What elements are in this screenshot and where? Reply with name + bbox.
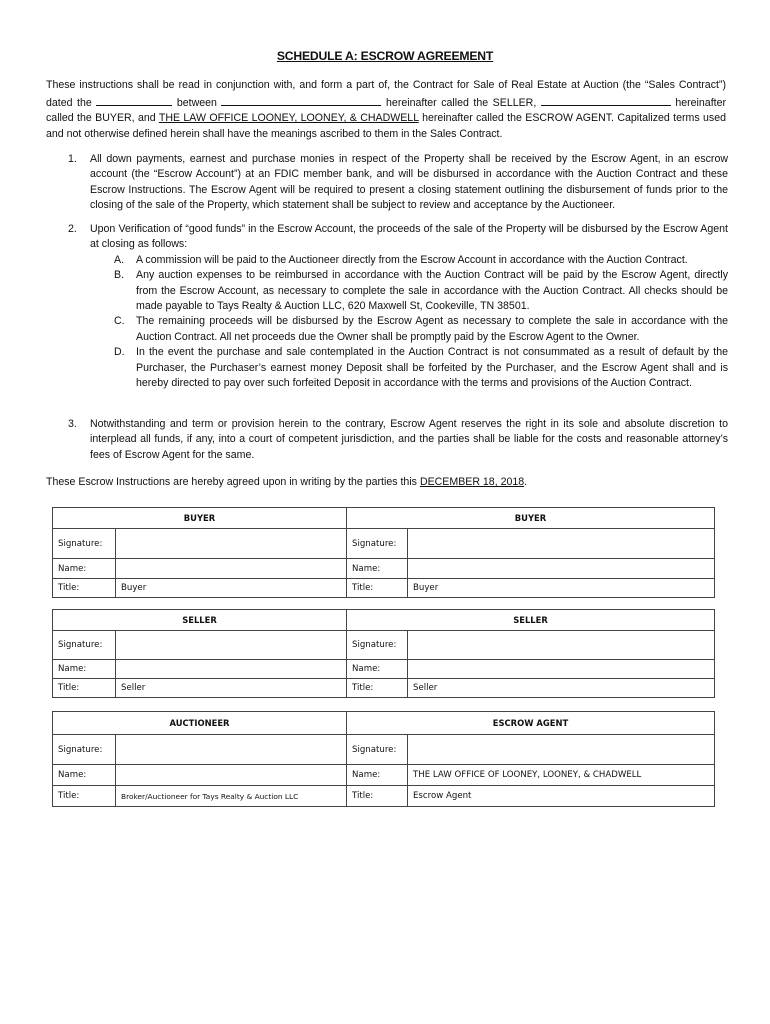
item-text: All down payments, earnest and purchase monies in respect of the Property shall be received by the Escrow Agent, in an escrow account (the “Escrow Account”) at an FDIC member bank, and will be disbursed in accordance with the Auction Contract and these Escrow Instructions. The Escrow Agent will be required to present a closing statement outlining the disbursement of funds prior to the closing of the sale of the Property, which statement shall be subject to review and acceptance by the Auctioneer. — [90, 153, 728, 212]
table-header-left: BUYER — [53, 508, 347, 529]
closing-statement — [46, 475, 728, 490]
buyer-blank-field[interactable] — [541, 94, 671, 106]
item-number: 1. — [68, 153, 77, 165]
intro-paragraph — [46, 78, 726, 142]
name-label: Name: — [347, 660, 408, 679]
signature-label: Signature: — [53, 529, 116, 559]
title-label: Title: — [53, 786, 116, 807]
intro-text-4: hereinafter called the BUYER, and — [46, 96, 727, 125]
escrow-agent-title-field[interactable]: Escrow Agent — [408, 786, 715, 807]
signature-label: Signature: — [347, 529, 408, 559]
table-header-right: ESCROW AGENT — [347, 712, 715, 735]
intro-text-3: hereinafter called the SELLER, — [386, 96, 537, 109]
title-label: Title: — [347, 786, 408, 807]
seller-name-field[interactable] — [116, 660, 347, 679]
buyer2-name-field[interactable] — [408, 559, 715, 579]
sub-item-letter: D. — [114, 346, 125, 359]
sub-item-text: In the event the purchase and sale contemplated in the Auction Contract is not consummated as a result of default by the Purchaser, the Purchaser’s earnest money Deposit shall be forfeited by the Purchaser, and the Escrow Agent shall and is hereby directed to pay over such forfeited Deposit in accordance with the terms and provisions of the Auction Contract. — [136, 346, 728, 390]
sub-item-text: A commission will be paid to the Auctioneer directly from the Escrow Account in accordance with the Auction Contract. — [136, 253, 688, 266]
intro-text-5: hereinafter called the ESCROW AGENT. Capitalized terms used and not otherwise defined herein shall have the meanings ascribed to them in the Sales Contract. — [46, 112, 726, 140]
table-header-left: AUCTIONEER — [53, 712, 347, 735]
auctioneer-title-field[interactable]: Broker/Auctioneer for Tays Realty & Auction LLC — [116, 786, 347, 807]
sub-item-letter: A. — [114, 253, 125, 266]
name-label: Name: — [53, 660, 116, 679]
seller2-signature-field[interactable] — [408, 631, 715, 660]
buyer-signature-table — [52, 507, 715, 598]
sub-item-c — [90, 314, 728, 345]
title-label: Title: — [53, 579, 116, 598]
signature-label: Signature: — [347, 735, 408, 765]
seller2-title-field[interactable]: Seller — [408, 679, 715, 698]
escrow-agent-signature-field[interactable] — [408, 735, 715, 765]
seller-signature-field[interactable] — [116, 631, 347, 660]
buyer-signature-field[interactable] — [116, 529, 347, 559]
closing-text: These Escrow Instructions are hereby agreed upon in writing by the parties this — [46, 476, 417, 488]
seller2-name-field[interactable] — [408, 660, 715, 679]
table-header-right: BUYER — [347, 508, 715, 529]
seller-blank-field[interactable] — [221, 94, 381, 106]
auctioneer-name-field[interactable] — [116, 765, 347, 786]
table-header-right: SELLER — [347, 610, 715, 631]
instruction-item-3 — [46, 417, 728, 463]
intro-text-1: These instructions shall be read in conjunction with, and form a part of, the Contract for Sale of Real Estate at Auction (the “Sales Contract”) dated the — [46, 79, 726, 109]
name-label: Name: — [53, 559, 116, 579]
title-label: Title: — [347, 679, 408, 698]
buyer2-title-field[interactable]: Buyer — [408, 579, 715, 598]
buyer-title-field[interactable]: Buyer — [116, 579, 347, 598]
seller-signature-table — [52, 609, 715, 698]
date-blank-field[interactable] — [96, 94, 172, 106]
sub-item-b — [90, 268, 728, 314]
intro-text-2: between — [176, 96, 217, 109]
signature-label: Signature: — [53, 735, 116, 765]
escrow-agent-name: THE LAW OFFICE LOONEY, LOONEY, & CHADWELL — [158, 112, 419, 125]
sub-item-text: The remaining proceeds will be disbursed by the Escrow Agent as necessary to complete the sale in accordance with the Auction Contract. All net proceeds due the Owner shall be promptly paid by the Escrow Agent to the Owner. — [136, 315, 728, 343]
sub-item-letter: B. — [114, 269, 125, 282]
name-label: Name: — [53, 765, 116, 786]
escrow-agent-name-field[interactable]: THE LAW OFFICE OF LOONEY, LOONEY, & CHADWELL — [408, 765, 715, 786]
sub-item-text: Any auction expenses to be reimbursed in accordance with the Auction Contract will be paid by the Escrow Agent, directly from the Escrow Account, as necessary to complete the sale in accordance with the Auction Contract. All checks should be made payable to Tays Realty & Auction LLC, 620 Maxwell St, Cookeville, TN 38501. — [136, 269, 728, 313]
item-text: Notwithstanding and term or provision herein to the contrary, Escrow Agent reserves the right in its sole and absolute discretion to interplead all funds, if any, into a court of competent jurisdiction, and the parties shall be liable for the costs and reasonable attorney’s fees of Escrow Agent for the same. — [90, 418, 728, 461]
auctioneer-escrow-signature-table — [52, 711, 715, 807]
instruction-item-2 — [46, 222, 728, 391]
instruction-item-1 — [46, 152, 728, 214]
sub-item-a — [90, 253, 728, 268]
auctioneer-signature-field[interactable] — [116, 735, 347, 765]
closing-end: . — [524, 476, 528, 488]
signature-label: Signature: — [347, 631, 408, 660]
table-header-left: SELLER — [53, 610, 347, 631]
buyer2-signature-field[interactable] — [408, 529, 715, 559]
document-title: SCHEDULE A: ESCROW AGREEMENT — [276, 49, 494, 63]
item-number: 3. — [68, 418, 77, 430]
title-label: Title: — [53, 679, 116, 698]
signature-label: Signature: — [53, 631, 116, 660]
seller-title-field[interactable]: Seller — [116, 679, 347, 698]
item-number: 2. — [68, 223, 77, 235]
sub-item-d — [90, 345, 728, 391]
agreement-date: DECEMBER 18, 2018 — [419, 476, 525, 488]
name-label: Name: — [347, 559, 408, 579]
buyer-name-field[interactable] — [116, 559, 347, 579]
title-label: Title: — [347, 579, 408, 598]
name-label: Name: — [347, 765, 408, 786]
item-text: Upon Verification of “good funds” in the Escrow Account, the proceeds of the sale of the Property will be disbursed by the Escrow Agent at closing as follows: — [90, 223, 728, 251]
sub-item-letter: C. — [114, 315, 125, 328]
